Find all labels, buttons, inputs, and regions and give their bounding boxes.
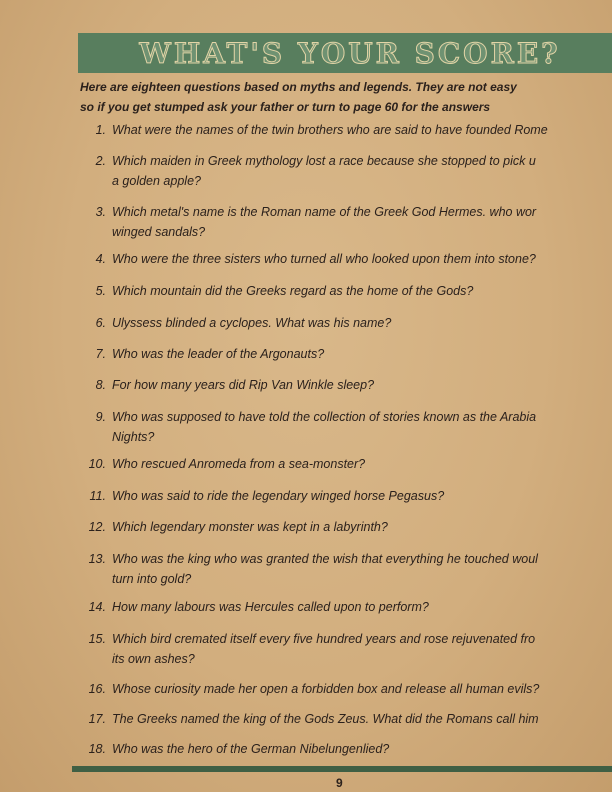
question-number: 14.: [88, 600, 106, 614]
question-text: Who was supposed to have told the collection of stories known as the Arabia: [112, 410, 537, 424]
question-item: [84, 123, 548, 137]
question-number: 2.: [95, 154, 106, 168]
question-text-continued: winged sandals?: [112, 225, 206, 239]
question-text-continued: Nights?: [112, 430, 155, 444]
question-text: Which legendary monster was kept in a labyrinth?: [112, 520, 388, 534]
title-banner: [78, 33, 612, 73]
question-item: [84, 600, 429, 614]
page-title: WHAT'S YOUR SCORE?: [139, 36, 561, 70]
question-text: How many labours was Hercules called upon to perform?: [112, 600, 429, 614]
intro-line-1: Here are eighteen questions based on myths and legends. They are not easy: [80, 80, 517, 94]
question-number: 15.: [88, 632, 106, 646]
question-number: 6.: [95, 316, 106, 330]
question-text: Which bird cremated itself every five hundred years and rose rejuvenated fro: [112, 632, 536, 646]
question-text: Who was the king who was granted the wish that everything he touched woul: [112, 552, 538, 566]
question-item: [84, 347, 324, 361]
question-text: Who was the hero of the German Nibelungenlied?: [112, 742, 390, 756]
question-text: Whose curiosity made her open a forbidden box and release all human evils?: [112, 682, 540, 696]
question-item: [84, 489, 444, 503]
question-item: [84, 552, 538, 566]
question-text: Who rescued Anromeda from a sea-monster?: [112, 457, 366, 471]
question-number: 16.: [88, 682, 106, 696]
question-item: [84, 378, 374, 392]
question-item: [84, 205, 536, 219]
intro-line-2: so if you get stumped ask your father or turn to page 60 for the answers: [80, 100, 491, 114]
question-number: 1.: [95, 123, 106, 137]
question-text: Which metal's name is the Roman name of the Greek God Hermes. who wor: [112, 205, 537, 219]
question-text: Which maiden in Greek mythology lost a race because she stopped to pick u: [112, 154, 536, 168]
question-item: [84, 632, 535, 646]
question-number: 4.: [95, 252, 106, 266]
question-text-continued: its own ashes?: [112, 652, 195, 666]
question-number: 8.: [95, 378, 106, 392]
bottom-rule: [72, 766, 612, 772]
question-text: Who was the leader of the Argonauts?: [112, 347, 325, 361]
question-number: 9.: [95, 410, 106, 424]
question-item: [84, 457, 365, 471]
question-number: 10.: [88, 457, 106, 471]
question-text-continued: a golden apple?: [112, 174, 201, 188]
question-number: 11.: [89, 489, 106, 503]
question-text: Who was said to ride the legendary winged horse Pegasus?: [112, 489, 445, 503]
question-item: [84, 712, 539, 726]
question-number: 12.: [88, 520, 106, 534]
question-text: For how many years did Rip Van Winkle sleep?: [112, 378, 375, 392]
question-item: [84, 410, 536, 424]
question-number: 13.: [88, 552, 106, 566]
question-text: The Greeks named the king of the Gods Zeus. What did the Romans call him: [112, 712, 539, 726]
question-item: [84, 284, 473, 298]
question-number: 17.: [88, 712, 106, 726]
question-text-continued: turn into gold?: [112, 572, 192, 586]
question-item: [84, 316, 391, 330]
question-text: What were the names of the twin brothers who are said to have founded Rome: [112, 123, 548, 137]
question-text: Ulyssess blinded a cyclopes. What was his name?: [112, 316, 392, 330]
page-number: 9: [336, 776, 343, 790]
question-item: [84, 742, 389, 756]
question-number: 7.: [95, 347, 106, 361]
question-number: 3.: [95, 205, 106, 219]
question-item: [84, 154, 536, 168]
question-number: 18.: [88, 742, 106, 756]
question-item: [84, 520, 388, 534]
question-number: 5.: [95, 284, 106, 298]
question-text: Who were the three sisters who turned all who looked upon them into stone?: [112, 252, 536, 266]
question-item: [84, 682, 539, 696]
question-text: Which mountain did the Greeks regard as the home of the Gods?: [112, 284, 474, 298]
question-item: [84, 252, 536, 266]
